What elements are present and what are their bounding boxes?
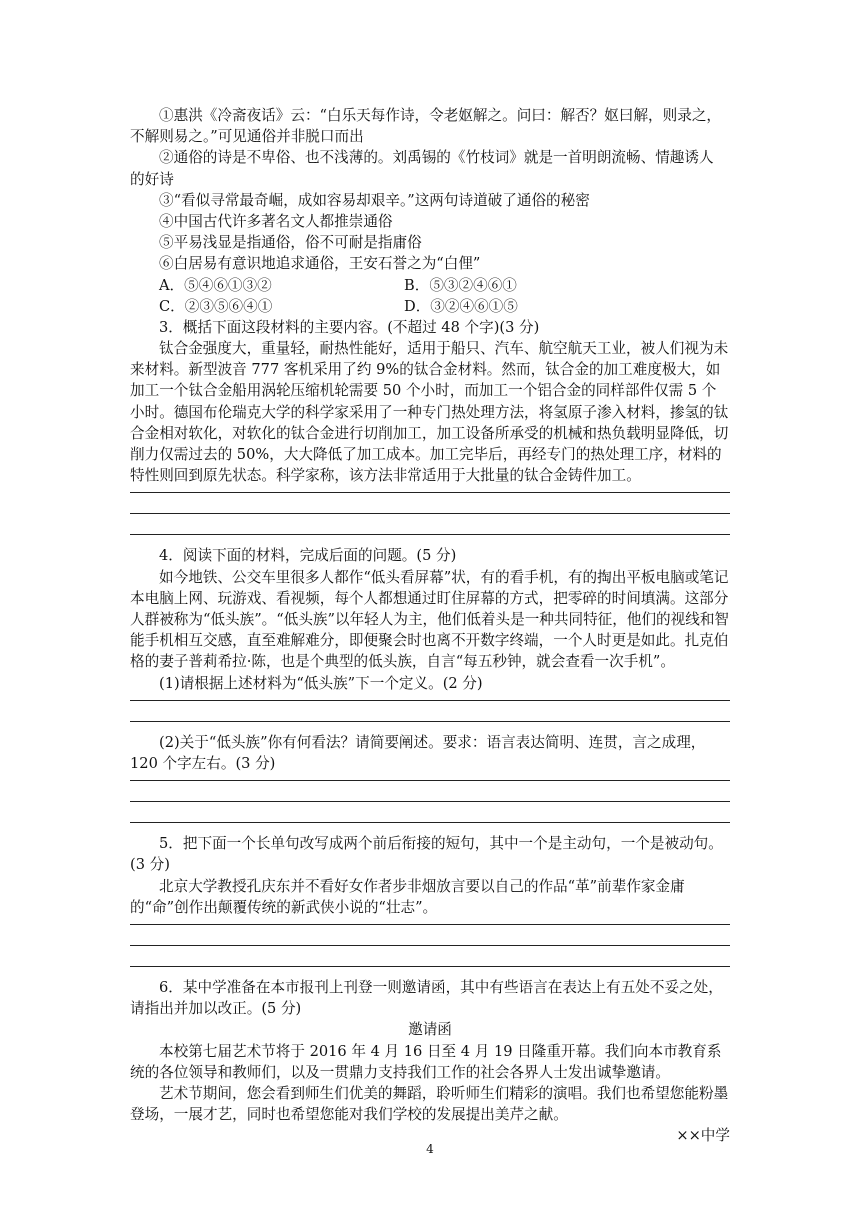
question-4-prompt: 4．阅读下面的材料，完成后面的问题。(5 分) bbox=[159, 547, 457, 565]
answer-line bbox=[130, 513, 730, 514]
option-4: ④中国古代许多著名文人都推崇通俗 bbox=[159, 212, 393, 230]
option-5: ⑤平易浅显是指通俗，俗不可耐是指庸俗 bbox=[159, 234, 422, 252]
answer-line bbox=[130, 924, 730, 925]
question-6-prompt: 6．某中学准备在本市报刊上刊登一则邀请函，其中有些语言在表达上有五处不妥之处，请指出并加以改正。(5 分) bbox=[130, 979, 723, 1018]
invitation-paragraph-1: 本校第七届艺术节将于 2016 年 4 月 16 日至 4 月 19 日隆重开幕。我们向本市教育系统的各位领导和教师们，以及一贯鼎力支持我们工作的社会各界人士发出诚挚邀请。 bbox=[130, 1042, 722, 1081]
choice-c: C．②③⑤⑥④① bbox=[159, 297, 273, 315]
question-4-1-answer-area[interactable] bbox=[130, 694, 730, 732]
question-4-2-answer-area[interactable] bbox=[130, 774, 730, 833]
answer-line bbox=[130, 780, 730, 781]
choice-row-ab bbox=[130, 275, 730, 296]
answer-line bbox=[130, 700, 730, 701]
question-5-prompt-line-1: 5．把下面一个长单句改写成两个前后衔接的短句，其中一个是主动句，一个是被动句。 bbox=[159, 835, 723, 853]
answer-line bbox=[130, 721, 730, 722]
choice-b: B．⑤③②④⑥① bbox=[404, 276, 517, 294]
option-2-line-2: 的好诗 bbox=[130, 170, 174, 188]
choice-row-cd bbox=[130, 296, 730, 317]
answer-line bbox=[130, 822, 730, 823]
question-5-prompt-line-2: (3 分) bbox=[130, 856, 170, 874]
question-4-sub-2-line-2: 120 个字左右。(3 分) bbox=[130, 755, 276, 773]
question-3-answer-area[interactable] bbox=[130, 486, 730, 545]
question-4-sub-2-line-1: (2)关于“低头族”你有何看法？请简要阐述。要求：语言表达简明、连贯，言之成理， bbox=[159, 733, 706, 751]
invitation-signature: ××中学 bbox=[676, 1127, 730, 1145]
option-6: ⑥白居易有意识地追求通俗，王安石誉之为“白俚” bbox=[159, 255, 481, 273]
choice-d: D．③②④⑥①⑤ bbox=[404, 297, 518, 315]
question-5-answer-area[interactable] bbox=[130, 918, 730, 977]
option-1-line-1: ①惠洪《冷斋夜话》云：“白乐天每作诗，令老妪解之。问曰：解否？妪曰解，则录之， bbox=[159, 107, 722, 124]
question-4-sub-1: (1)请根据上述材料为“低头族”下一个定义。(2 分) bbox=[159, 674, 483, 692]
question-4-passage: 如今地铁、公交车里很多人都作“低头看屏幕”状，有的看手机，有的掏出平板电脑或笔记本电脑上网、玩游戏、看视频，每个人都想通过盯住屏幕的方式，把零碎的时间填满。这部分人群被称为“低头族”。“低头族”以年轻人为主，他们低着头是一种共同特征，他们的视线和智能手机相互交感，直至难解难分，即便聚会时也离不开数字终端，一个人时更是如此。扎克伯格的妻子普莉希拉·陈，也是个典型的低头族，自言“每五秒钟，就会查看一次手机”。 bbox=[130, 568, 730, 671]
page-number: 4 bbox=[426, 1142, 434, 1156]
document-page bbox=[130, 105, 730, 1147]
answer-line bbox=[130, 492, 730, 493]
invitation-title: 邀请函 bbox=[408, 1021, 452, 1039]
question-3-prompt: 3．概括下面这段材料的主要内容。(不超过 48 个字)(3 分) bbox=[159, 318, 540, 336]
answer-line bbox=[130, 966, 730, 967]
question-5-passage: 北京大学教授孔庆东并不看好女作者步非烟放言要以自己的作品“革”前辈作家金庸的“命”创作出颠覆传统的新武侠小说的“壮志”。 bbox=[130, 877, 685, 916]
answer-line bbox=[130, 801, 730, 802]
option-3: ③“看似寻常最奇崛，成如容易却艰辛。”这两句诗道破了通俗的秘密 bbox=[159, 191, 590, 209]
invitation-paragraph-2: 艺术节期间，您会看到师生们优美的舞蹈，聆听师生们精彩的演唱。我们也希望您能粉墨登场，一展才艺，同时也希望您能对我们学校的发展提出美芹之献。 bbox=[130, 1085, 729, 1124]
option-1-line-2: 不解则易之。”可见通俗并非脱口而出 bbox=[130, 128, 364, 146]
answer-line bbox=[130, 945, 730, 946]
choice-a: A．⑤④⑥①③② bbox=[159, 276, 272, 294]
option-2-line-1: ②通俗的诗是不卑俗、也不浅薄的。刘禹锡的《竹枝词》就是一首明朗流畅、情趣诱人 bbox=[159, 149, 714, 167]
question-3-passage: 钛合金强度大，重量轻，耐热性能好，适用于船只、汽车、航空航天工业，被人们视为未来材料。新型波音 777 客机采用了约 9%的钛合金材料。然而，钛合金的加工难度极大，如加工一个钛合金船用涡轮压缩机轮需要 50 个小时，而加工一个铝合金的同样部件仅需 5 个小时。德国布伦瑞克大学的科学家采用了一种专门热处理方法，将氢原子渗入材料，掺氢的钛合金相对软化，对软化的钛合金进行切削加工，加工设备所承受的机械和热负载明显降低，切削力仅需过去的 50%，大大降低了加工成本。加工完毕后，再经专门的热处理工序，材料的特性则回到原先状态。科学家称，该方法非常适用于大批量的钛合金铸件加工。 bbox=[130, 340, 729, 485]
answer-line bbox=[130, 534, 730, 535]
